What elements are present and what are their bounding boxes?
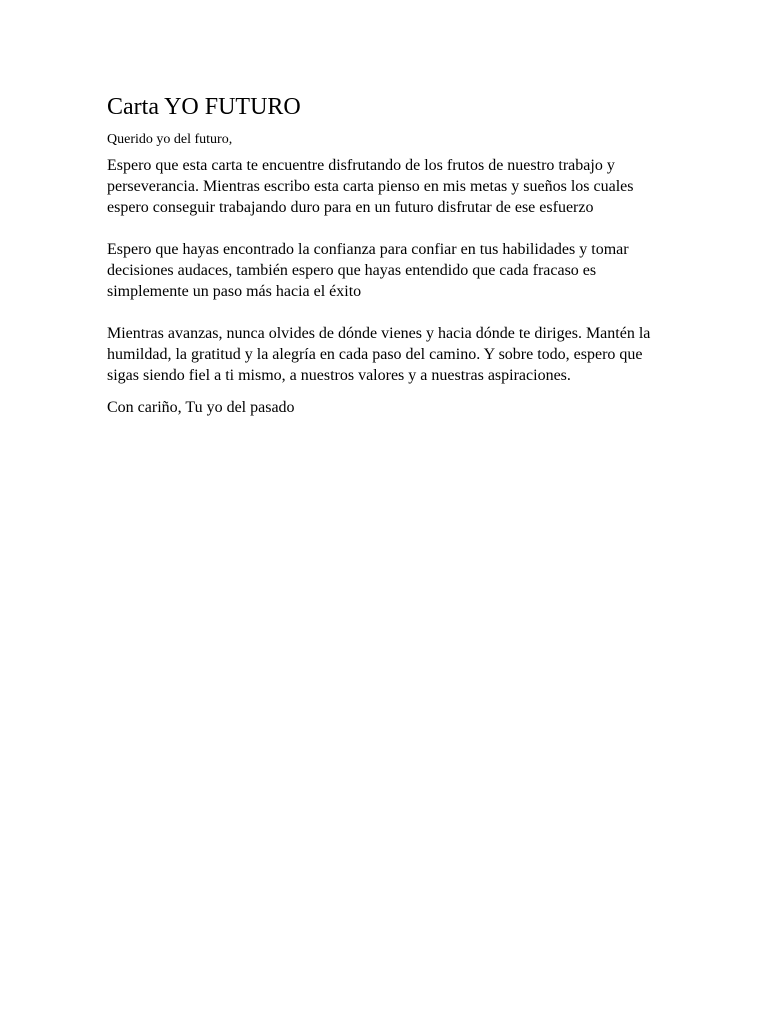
paragraph-1: Espero que esta carta te encuentre disfrutando de los frutos de nuestro trabajo y perseverancia. Mientras escribo esta carta pienso en mis metas y sueños los cuales espero conseguir trabajando duro para en un futuro disfrutar de ese esfuerzo [107, 157, 634, 216]
salutation: Querido yo del futuro, [107, 132, 233, 147]
paragraph-2: Espero que hayas encontrado la confianza para confiar en tus habilidades y tomar decisiones audaces, también espero que hayas entendido que cada fracaso es simplemente un paso más hacia el éxito [107, 241, 629, 300]
letter-body [107, 92, 667, 418]
document-title: Carta YO FUTURO [107, 94, 301, 120]
paragraph-3: Mientras avanzas, nunca olvides de dónde vienes y hacia dónde te diriges. Mantén la humildad, la gratitud y la alegría en cada paso del camino. Y sobre todo, espero que sigas siendo fiel a ti mismo, a nuestros valores y a nuestras aspiraciones. [107, 325, 651, 384]
closing-signature: Con cariño, Tu yo del pasado [107, 399, 295, 416]
